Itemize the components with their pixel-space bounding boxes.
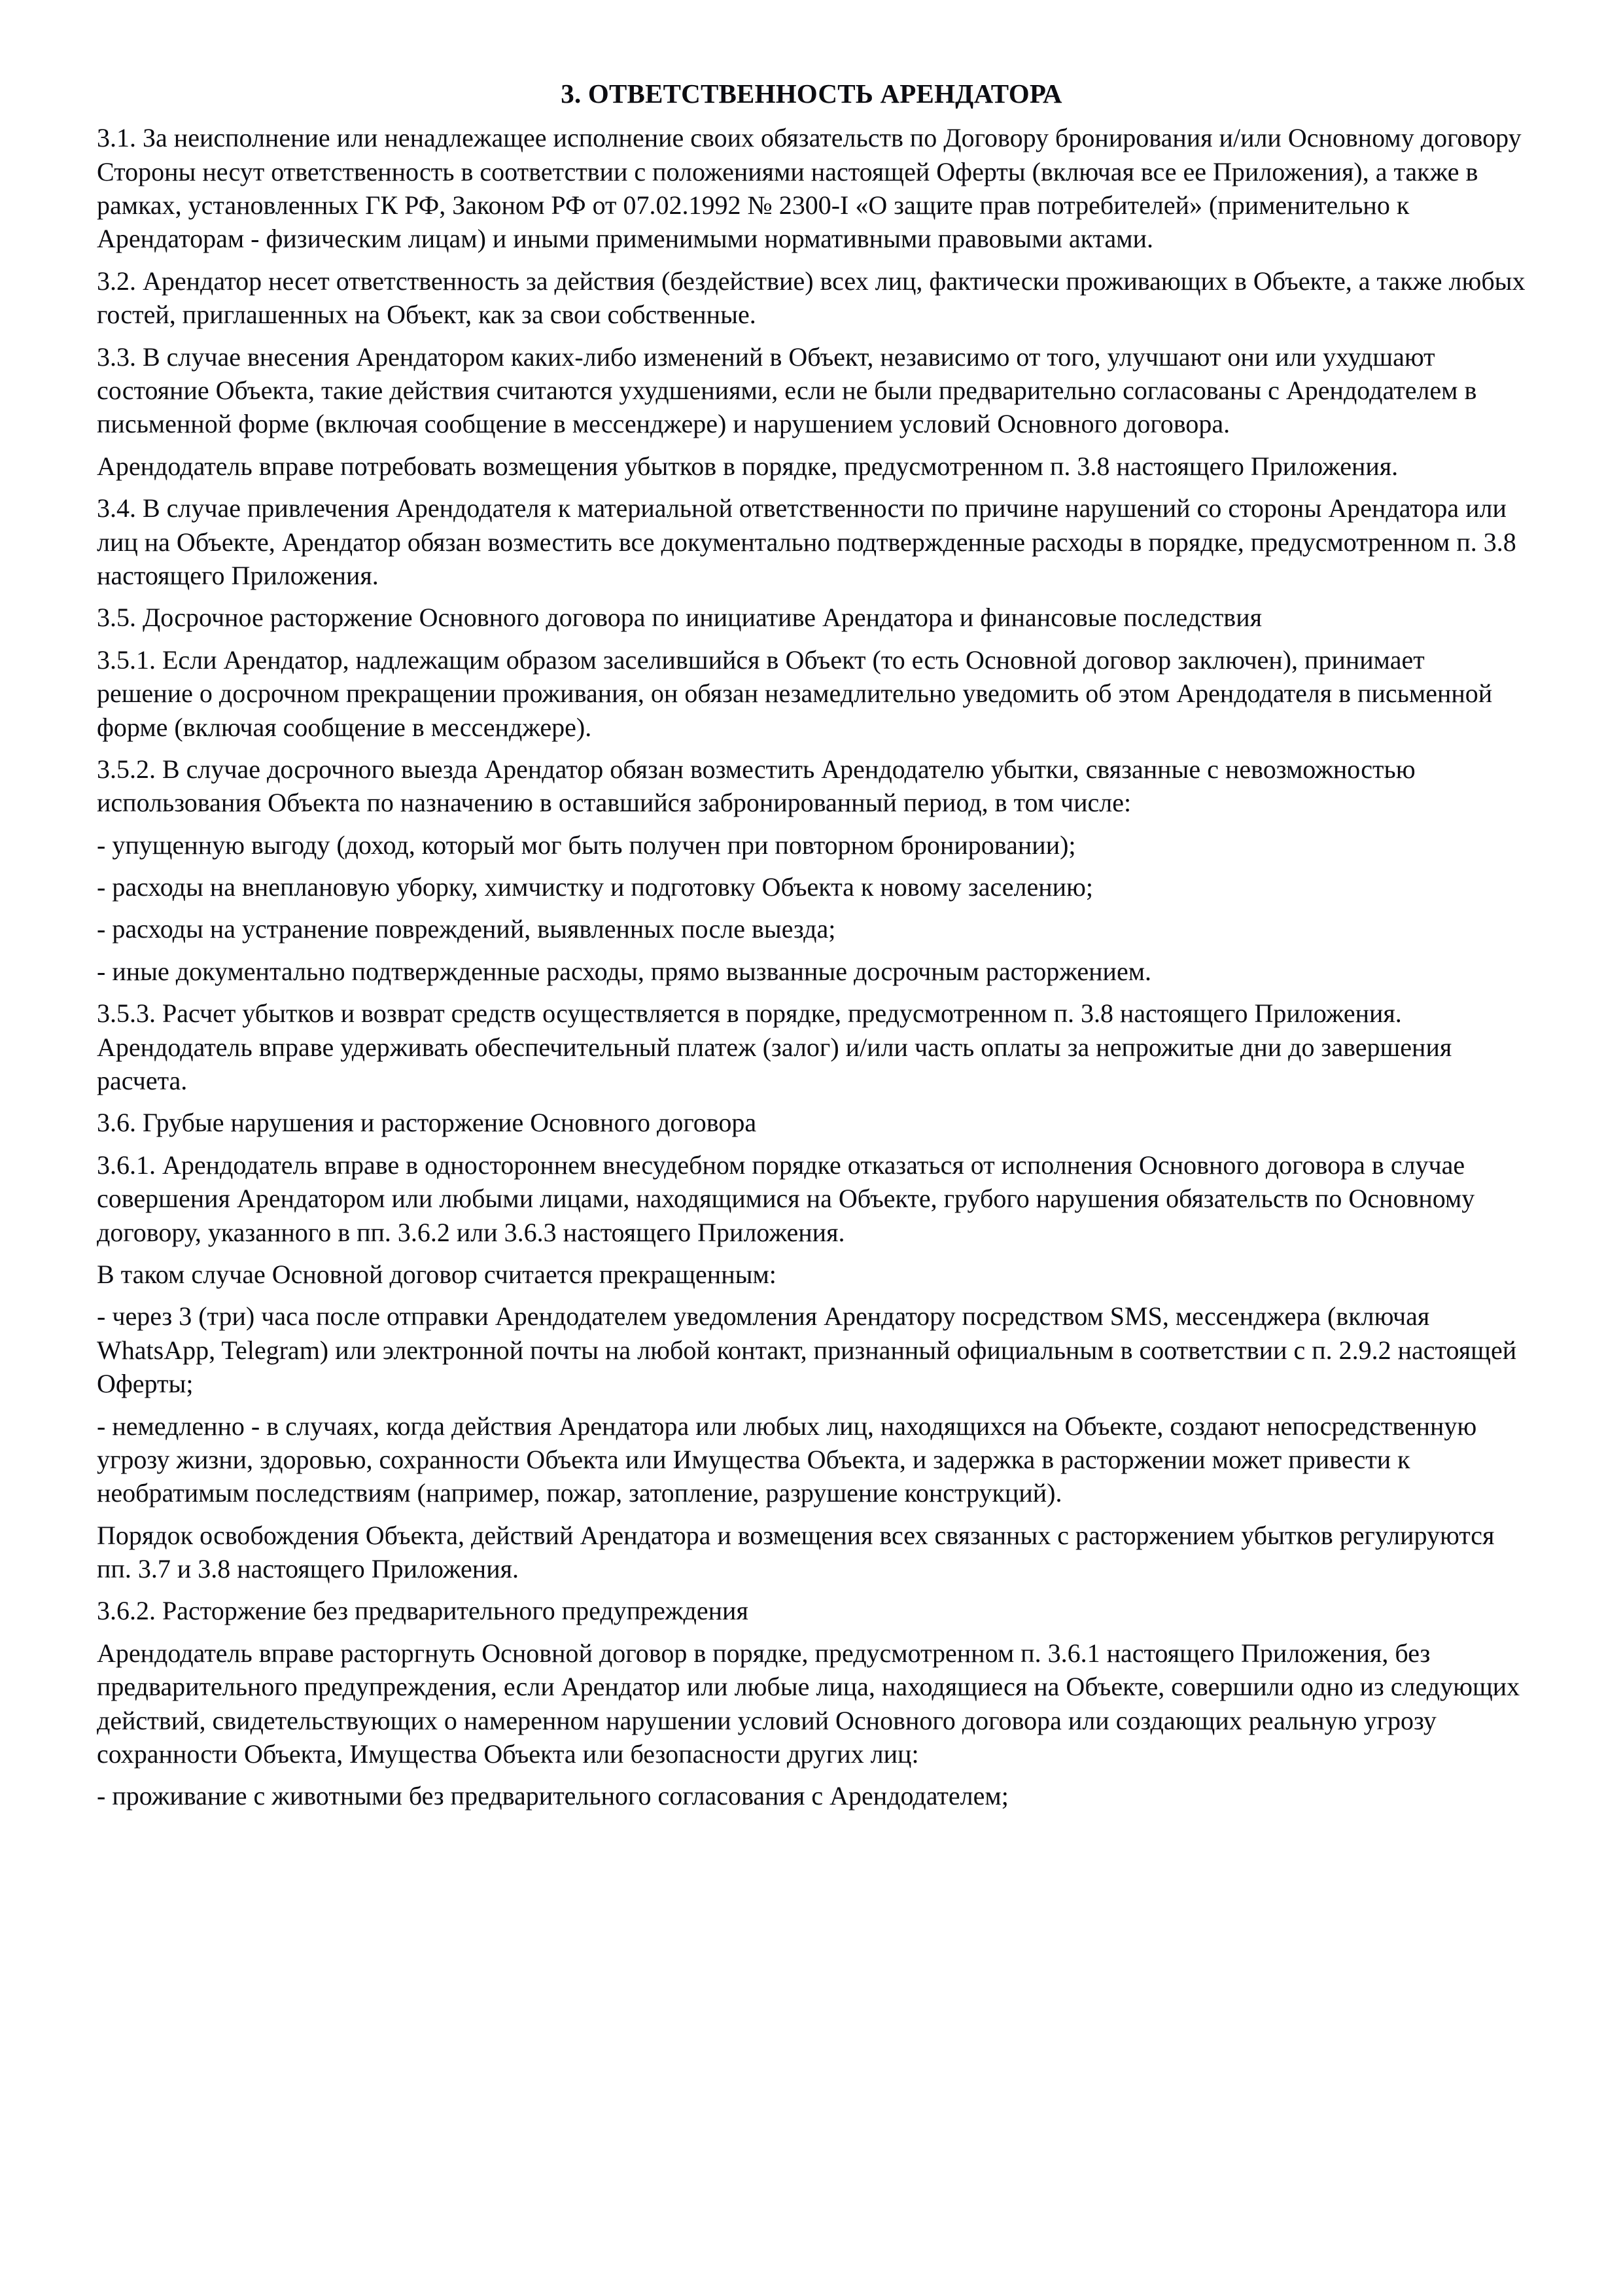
paragraph: - расходы на внеплановую уборку, химчистку и подготовку Объекта к новому заселению; [97, 872, 1094, 902]
paragraph: 3.6. Грубые нарушения и расторжение Основного договора [97, 1108, 757, 1138]
paragraph: - расходы на устранение повреждений, выявленных после выезда; [97, 914, 836, 944]
paragraph: - проживание с животными без предварительного согласования с Арендодателем; [97, 1781, 1009, 1811]
paragraph: - упущенную выгоду (доход, который мог быть получен при повторном бронировании); [97, 830, 1076, 860]
paragraph: В таком случае Основной договор считается прекращенным: [97, 1259, 777, 1289]
document-body [97, 121, 1526, 1813]
paragraph: - через 3 (три) часа после отправки Арендодателем уведомления Арендатору посредством SMS, мессенджера (включая WhatsApp, Telegram) или электронной почты на любой контакт, признанный официальным в соответствии с п. 2.9.2 настоящей Оферты; [97, 1301, 1517, 1399]
paragraph: Арендодатель вправе расторгнуть Основной договор в порядке, предусмотренном п. 3.6.1 настоящего Приложения, без предварительного предупреждения, если Арендатор или любые лица, находящиеся на Объекте, совершили одно из следующих действий, свидетельствующих о намеренном нарушении условий Основного договора или создающих реальную угрозу сохранности Объекта, Имущества Объекта или безопасности других лиц: [97, 1638, 1520, 1769]
paragraph: 3.4. В случае привлечения Арендодателя к материальной ответственности по причине нарушений со стороны Арендатора или лиц на Объекте, Арендатор обязан возместить все документально подтвержденные расходы в порядке, предусмотренном п. 3.8 настоящего Приложения. [97, 493, 1516, 590]
paragraph: 3.5.2. В случае досрочного выезда Арендатор обязан возместить Арендодателю убытки, связанные с невозможностью использования Объекта по назначению в оставшийся забронированный период, в том числе: [97, 754, 1416, 818]
paragraph: 3.6.2. Расторжение без предварительного предупреждения [97, 1596, 748, 1626]
paragraph: - немедленно - в случаях, когда действия Арендатора или любых лиц, находящихся на Объекте, создают непосредственную угрозу жизни, здоровью, сохранности Объекта или Имущества Объекта, и задержка в расторжении может привести к необратимым последствиям (например, пожар, затопление, разрушение конструкций). [97, 1411, 1477, 1508]
paragraph: Арендодатель вправе потребовать возмещения убытков в порядке, предусмотренном п. 3.8 настоящего Приложения. [97, 451, 1399, 481]
paragraph: 3.5.1. Если Арендатор, надлежащим образом заселившийся в Объект (то есть Основной договор заключен), принимает решение о досрочном прекращении проживания, он обязан незамедлительно уведомить об этом Арендодателя в письменной форме (включая сообщение в мессенджере). [97, 645, 1493, 742]
paragraph: 3.1. За неисполнение или ненадлежащее исполнение своих обязательств по Договору бронирования и/или Основному договору Стороны несут ответственность в соответствии с положениями настоящей Оферты (включая все ее Приложения), а также в рамках, установленных ГК РФ, Законом РФ от 07.02.1992 № 2300-I «О защите прав потребителей» (применительно к Арендаторам - физическим лицам) и иными применимыми нормативными правовыми актами. [97, 123, 1522, 254]
paragraph: 3.3. В случае внесения Арендатором каких-либо изменений в Объект, независимо от того, улучшают они или ухудшают состояние Объекта, такие действия считаются ухудшениями, если не были предварительно согласованы с Арендодателем в письменной форме (включая сообщение в мессенджере) и нарушением условий Основного договора. [97, 342, 1477, 439]
paragraph: Порядок освобождения Объекта, действий Арендатора и возмещения всех связанных с расторжением убытков регулируются пп. 3.7 и 3.8 настоящего Приложения. [97, 1520, 1495, 1584]
paragraph: 3.6.1. Арендодатель вправе в одностороннем внесудебном порядке отказаться от исполнения Основного договора в случае совершения Арендатором или любыми лицами, находящимися на Объекте, грубого нарушения обязательств по Основному договору, указанного в пп. 3.6.2 или 3.6.3 настоящего Приложения. [97, 1150, 1475, 1247]
paragraph: 3.2. Арендатор несет ответственность за действия (бездействие) всех лиц, фактически проживающих в Объекте, а также любых гостей, приглашенных на Объект, как за свои собственные. [97, 266, 1526, 330]
paragraph: - иные документально подтвержденные расходы, прямо вызванные досрочным расторжением. [97, 956, 1152, 986]
paragraph: 3.5.3. Расчет убытков и возврат средств осуществляется в порядке, предусмотренном п. 3.8 настоящего Приложения. Арендодатель вправе удерживать обеспечительный платеж (залог) и/или часть оплаты за непрожитые дни до завершения расчета. [97, 998, 1452, 1096]
paragraph: 3.5. Досрочное расторжение Основного договора по инициативе Арендатора и финансовые последствия [97, 603, 1262, 633]
page-title: 3. ОТВЕТСТВЕННОСТЬ АРЕНДАТОРА [561, 79, 1062, 109]
